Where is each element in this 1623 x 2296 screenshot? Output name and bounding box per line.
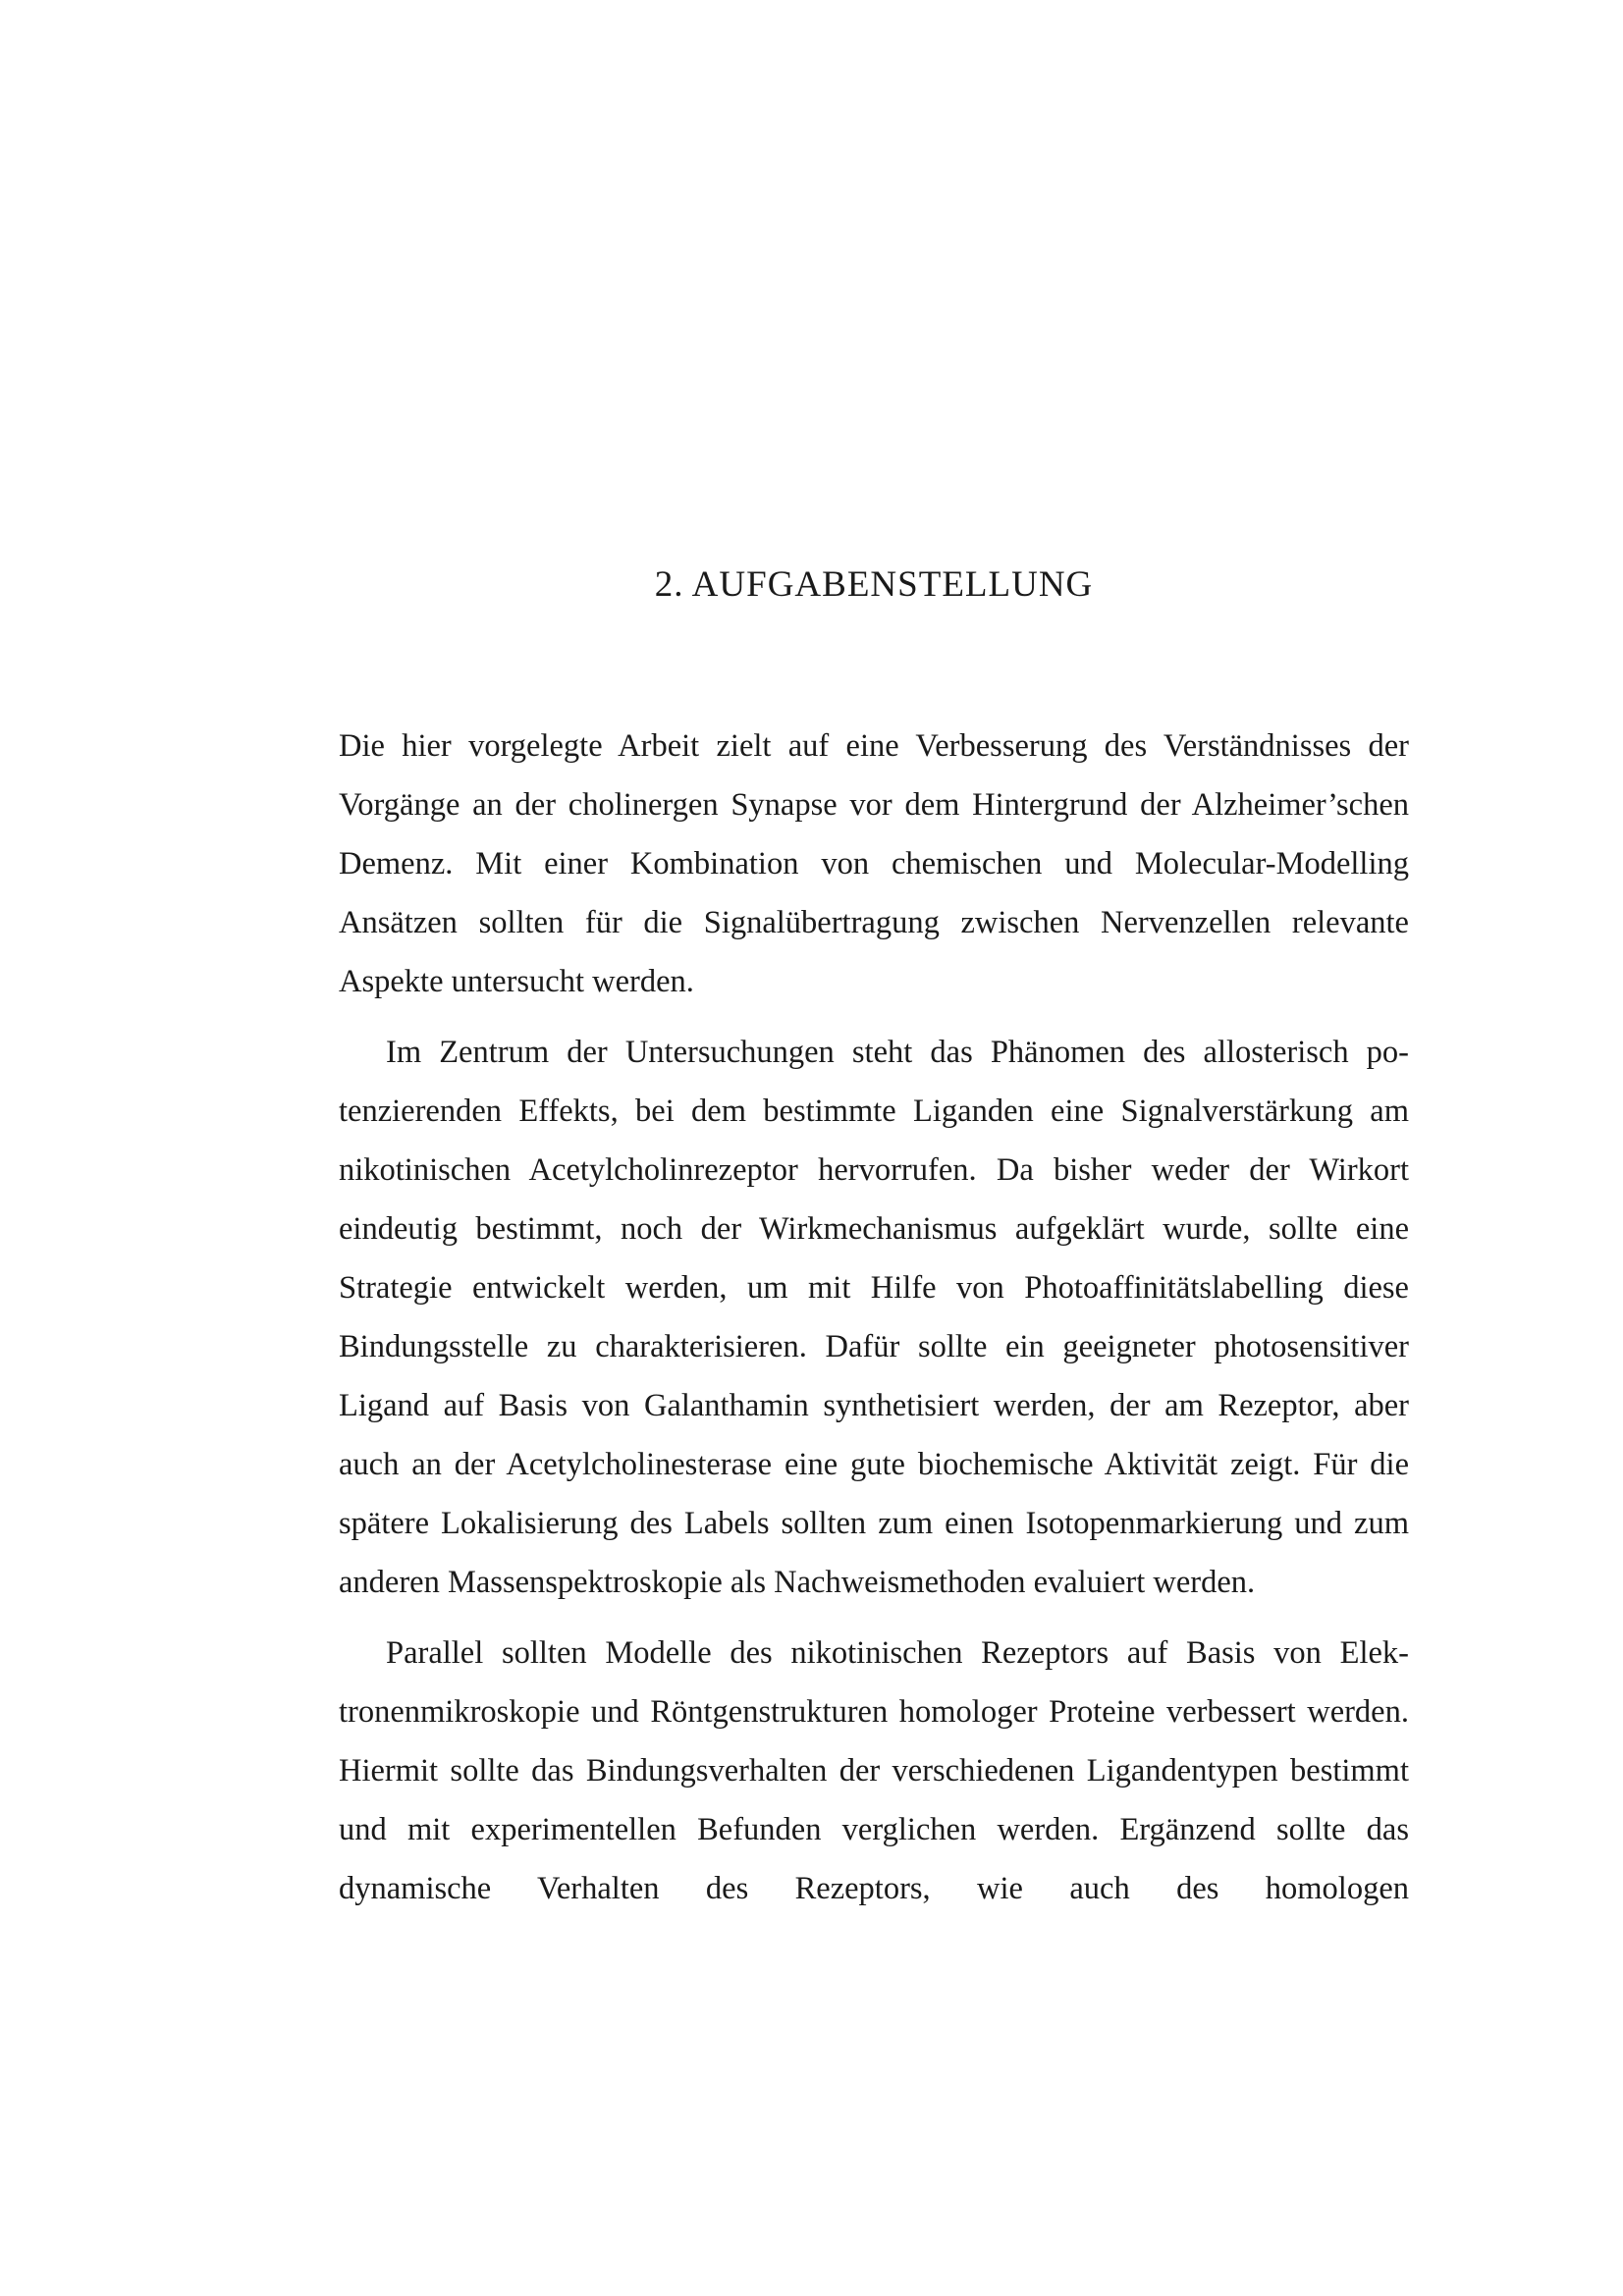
body-text <box>339 717 1409 1918</box>
chapter-title: 2. AUFGABENSTELLUNG <box>654 564 1094 605</box>
paragraph-3: Parallel sollten Modelle des nikotinischen Rezeptors auf Basis von Elektronenmikroskopie und Röntgenstrukturen homologer Proteine verbessert werden. Hiermit sollte das Bindungsverhalten der verschiedenen Ligandentypen bestimmt und mit experimentellen Befunden verglichen werden. Ergänzend sollte das dynamische Verhalten des Rezeptors, wie auch des homologen <box>339 1635 1409 1906</box>
paragraph-2: Im Zentrum der Untersuchungen steht das Phänomen des allosterisch potenzierenden Effekts, bei dem bestimmte Liganden eine Signalverstärkung am nikotinischen Acetylcholinrezeptor hervorrufen. Da bisher weder der Wirkort eindeutig bestimmt, noch der Wirkmechanismus aufgeklärt wurde, sollte eine Strategie entwickelt werden, um mit Hilfe von Photoaffinitätslabelling diese Bindungsstelle zu charakterisieren. Dafür sollte ein geeigneter photosensitiver Ligand auf Basis von Galanthamin synthetisiert werden, der am Rezeptor, aber auch an der Acetylcholinesterase eine gute biochemische Aktivität zeigt. Für die spätere Lokalisierung des Labels sollten zum einen Isotopenmarkierung und zum anderen Massenspektroskopie als Nachweismethoden evaluiert werden. <box>339 1035 1409 1600</box>
paragraph-1: Die hier vorgelegte Arbeit zielt auf eine Verbesserung des Verständnisses der Vorgänge an der cholinergen Synapse vor dem Hintergrund der Alzheimer’schen Demenz. Mit einer Kombination von chemischen und Molecular-Modelling Ansätzen sollten für die Signalübertragung zwischen Nervenzellen relevante Aspekte untersucht werden. <box>339 728 1409 999</box>
